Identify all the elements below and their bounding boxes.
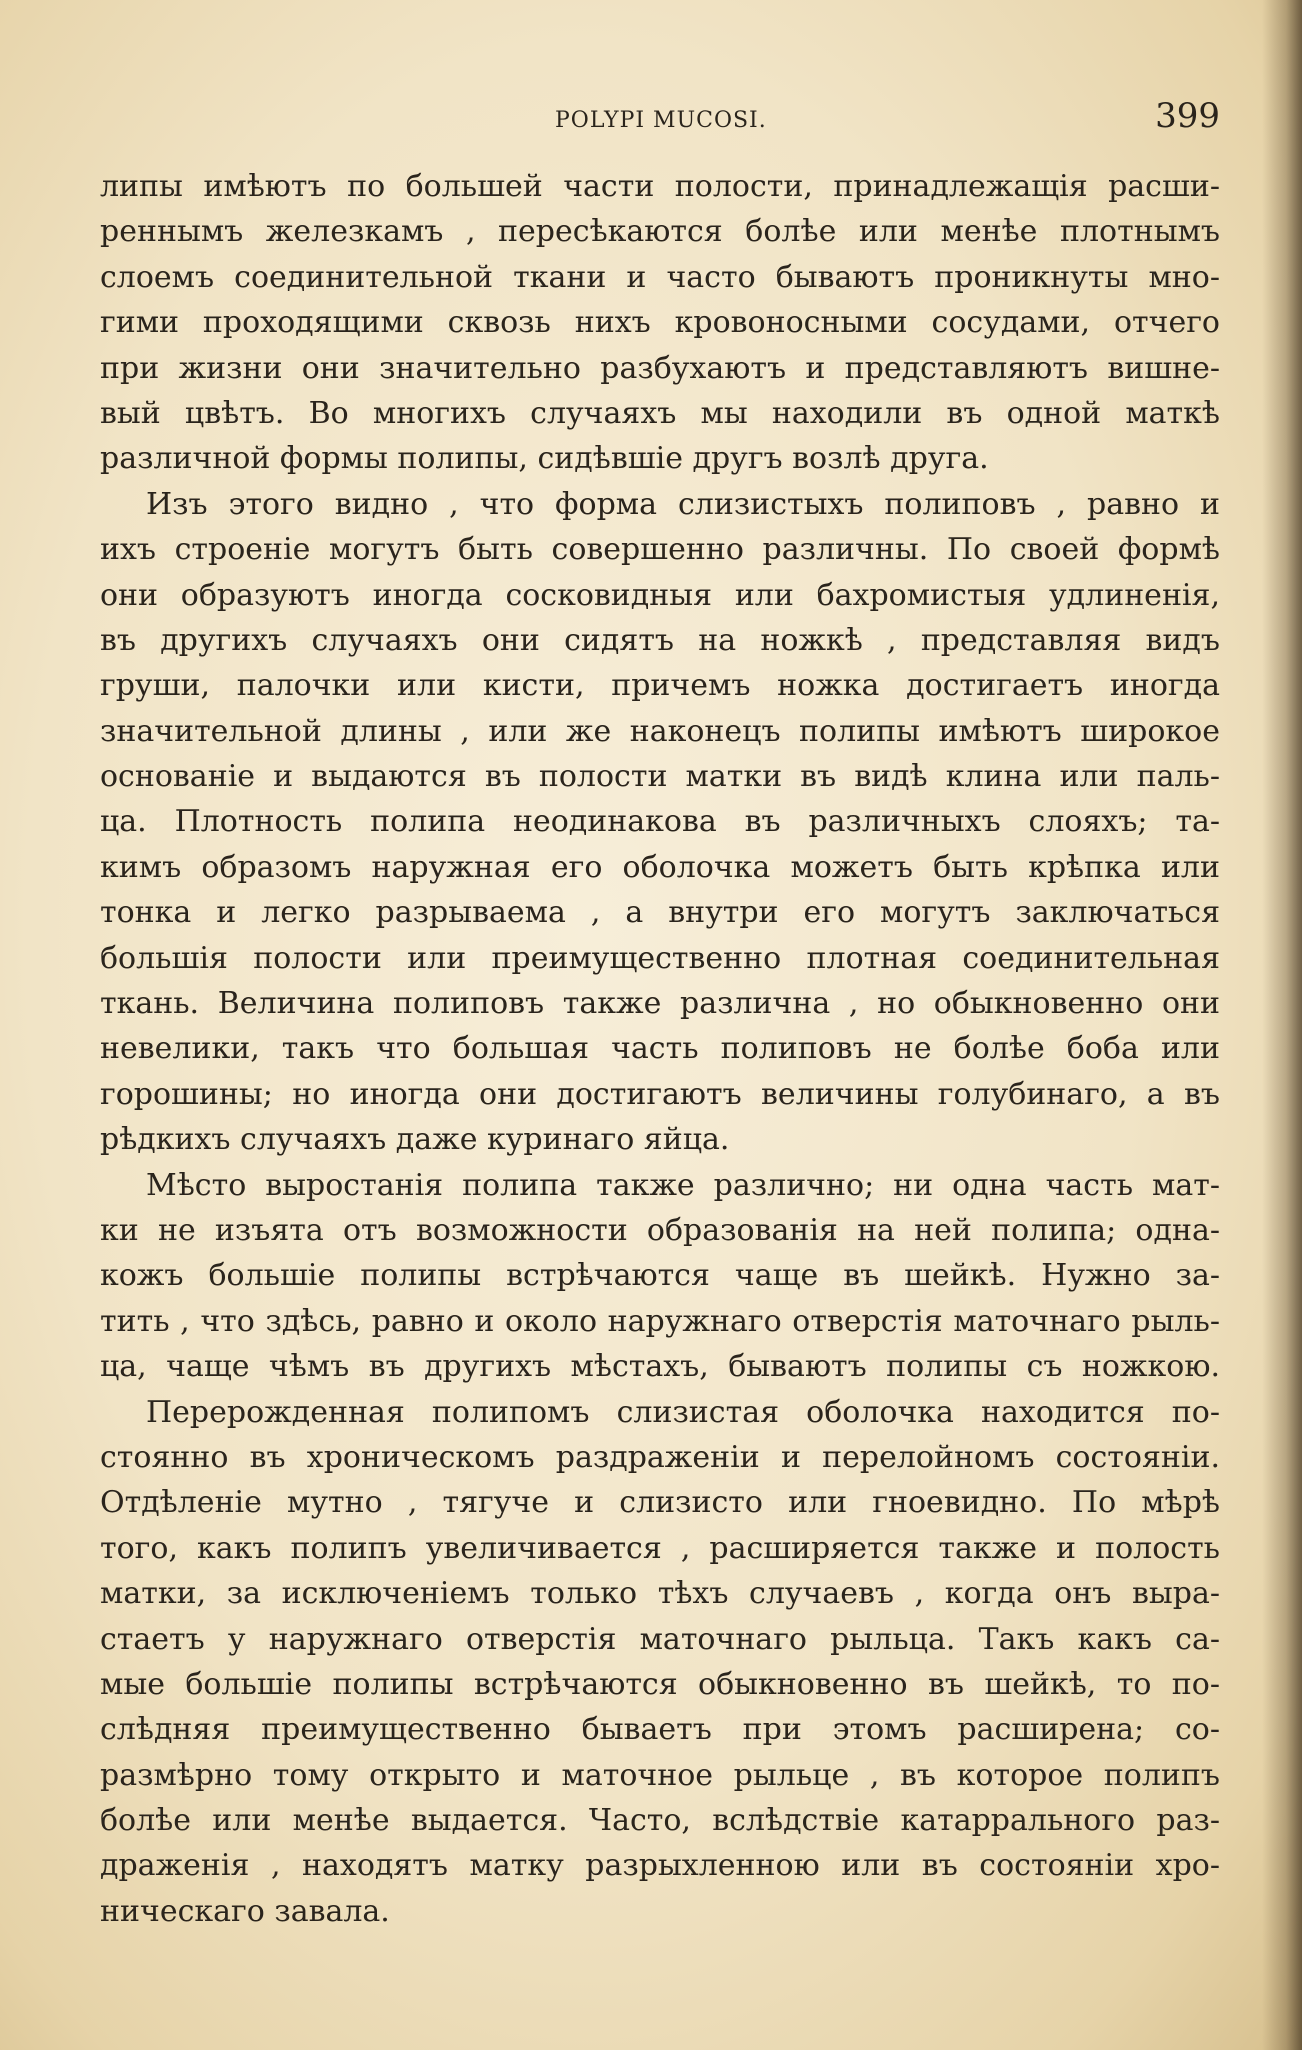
page-edge-shadow: [1262, 0, 1302, 2050]
page-number: 399: [1155, 96, 1220, 136]
text-line: драженія , находятъ матку разрыхленною или въ состояніи хро-: [100, 1848, 1220, 1884]
text-line: Изъ этого видно , что форма слизистыхъ полиповъ , равно и: [146, 486, 1220, 522]
text-line: они образуютъ иногда сосковидныя или бахромистыя удлиненія,: [100, 577, 1220, 613]
text-line: ническаго завала.: [100, 1893, 390, 1929]
text-line: слоемъ соединительной ткани и часто бываютъ проникнуты мно-: [100, 259, 1220, 295]
text-line: Перерожденная полипомъ слизистая оболочка находится по-: [146, 1394, 1220, 1430]
page-header: [100, 96, 1220, 146]
body-text: [100, 164, 1220, 1934]
text-line: груши, палочки или кисти, причемъ ножка достигаетъ иногда: [100, 668, 1220, 704]
text-line: ца. Плотность полипа неодинакова въ различныхъ слояхъ; та-: [100, 804, 1220, 840]
text-line: стоянно въ хроническомъ раздраженіи и перелойномъ состояніи.: [100, 1439, 1220, 1475]
running-head: POLYPI MUCOSI.: [555, 108, 767, 133]
text-line: горошины; но иногда они достигаютъ величины голубинаго, а въ: [100, 1076, 1220, 1112]
text-line: тонка и легко разрываема , а внутри его могутъ заключаться: [100, 895, 1220, 931]
text-line: мые большіе полипы встрѣчаются обыкновенно въ шейкѣ, то по-: [100, 1666, 1220, 1702]
text-line: размѣрно тому открыто и маточное рыльце , въ которое полипъ: [100, 1757, 1220, 1793]
text-line: Отдѣленіе мутно , тягуче и слизисто или гноевидно. По мѣрѣ: [100, 1485, 1220, 1521]
text-line: слѣдняя преимущественно бываетъ при этомъ расширена; со-: [100, 1712, 1220, 1748]
text-line: Мѣсто выростанія полипа также различно; ни одна часть мат-: [146, 1167, 1220, 1203]
text-line: большія полости или преимущественно плотная соединительная: [100, 940, 1220, 976]
text-line: въ другихъ случаяхъ они сидятъ на ножкѣ , представляя видъ: [100, 622, 1220, 658]
text-line: болѣе или менѣе выдается. Часто, вслѣдствіе катаррального раз-: [100, 1803, 1220, 1839]
text-line: того, какъ полипъ увеличивается , расширяется также и полость: [100, 1530, 1220, 1566]
text-line: липы имѣютъ по большей части полости, принадлежащія расши-: [100, 169, 1220, 204]
text-line: стаетъ у наружнаго отверстія маточнаго рыльца. Такъ какъ са-: [100, 1621, 1220, 1657]
text-line: реннымъ железкамъ , пересѣкаются болѣе или менѣе плотнымъ: [100, 214, 1220, 250]
text-line: значительной длины , или же наконецъ полипы имѣютъ широкое: [100, 713, 1220, 749]
text-line: различной формы полипы, сидѣвшіе другъ возлѣ друга.: [100, 441, 989, 477]
text-line: невелики, такъ что большая часть полиповъ не болѣе боба или: [100, 1031, 1220, 1067]
text-line: тить , что здѣсь, равно и около наружнаго отверстія маточнаго рыль-: [100, 1303, 1220, 1339]
text-line: основаніе и выдаются въ полости матки въ видѣ клина или паль-: [100, 759, 1220, 795]
text-line: кимъ образомъ наружная его оболочка можетъ быть крѣпка или: [100, 849, 1220, 885]
text-line: матки, за исключеніемъ только тѣхъ случаевъ , когда онъ выра-: [100, 1576, 1220, 1612]
text-line: вый цвѣтъ. Во многихъ случаяхъ мы находили въ одной маткѣ: [100, 395, 1220, 431]
text-line: кожъ большіе полипы встрѣчаются чаще въ шейкѣ. Нужно за-: [100, 1258, 1220, 1294]
text-line: гими проходящими сквозь нихъ кровоносными сосудами, отчего: [100, 305, 1220, 341]
text-line: ца, чаще чѣмъ въ другихъ мѣстахъ, бываютъ полипы съ ножкою.: [100, 1349, 1220, 1385]
text-line: рѣдкихъ случаяхъ даже куринаго яйца.: [100, 1122, 730, 1158]
text-line: ихъ строеніе могутъ быть совершенно различны. По своей формѣ: [100, 532, 1220, 568]
text-line: при жизни они значительно разбухаютъ и представляютъ вишне-: [100, 350, 1220, 386]
text-line: ки не изъята отъ возможности образованія на ней полипа; одна-: [100, 1212, 1220, 1248]
text-line: ткань. Величина полиповъ также различна , но обыкновенно они: [100, 986, 1220, 1022]
